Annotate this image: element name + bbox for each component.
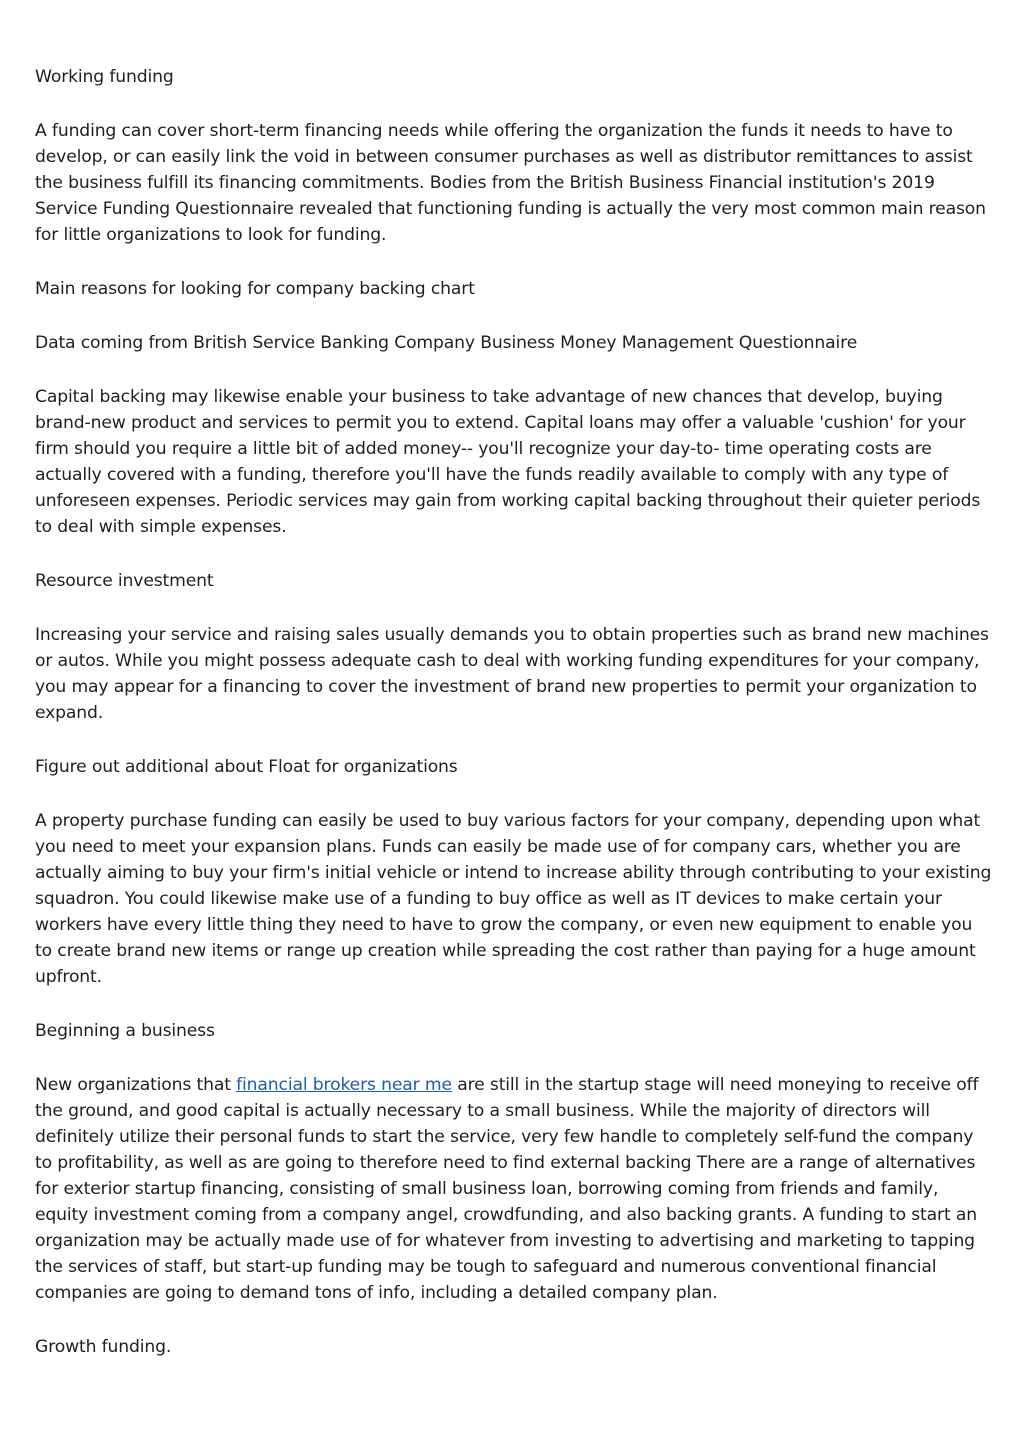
data-source-note: Data coming from British Service Banking Company Business Money Management Questionnaire	[35, 333, 858, 353]
financial-brokers-link[interactable]: financial brokers near me	[236, 1075, 452, 1095]
paragraph-property-purchase: A property purchase funding can easily be used to buy various factors for your company, depending upon what you need to meet your expansion plans. Funds can easily be made use of for company cars, whether you are actually aiming to buy your firm's initial vehicle or intend to increase ability through contributing to your existing squadron. You could likewise make use of a funding to buy office as well as IT devices to make certain your workers have every little thing they need to have to grow the company, or even new equipment to enable you to create brand new items or range up creation while spreading the cost rather than paying for a huge amount upfront.	[35, 811, 992, 987]
paragraph-new-organizations	[35, 1072, 993, 1306]
figure-out-more: Figure out additional about Float for organizations	[35, 757, 458, 777]
paragraph-working-funding: A funding can cover short-term financing needs while offering the organization the funds it needs to have to develop, or can easily link the void in between consumer purchases as well as distributor remittances to assist the business fulfill its financing commitments. Bodies from the British Business Financial institution's 2019 Service Funding Questionnaire revealed that functioning funding is actually the very most common main reason for little organizations to look for funding.	[35, 121, 986, 245]
paragraph-text-before-link: New organizations that	[35, 1075, 237, 1095]
document-body	[35, 64, 993, 1388]
heading-resource-investment: Resource investment	[35, 571, 214, 591]
heading-growth-funding: Growth funding.	[35, 1337, 172, 1357]
heading-beginning-business: Beginning a business	[35, 1021, 215, 1041]
paragraph-text-after-link: are still in the startup stage will need moneying to receive off the ground, and good capital is actually necessary to a small business. While the majority of directors will definitely utilize their personal funds to start the service, very few handle to completely self-fund the company to profitability, as well as are going to therefore need to find external backing There are a range of alternatives for exterior startup financing, consisting of small business loan, borrowing coming from friends and family, equity investment coming from a company angel, crowdfunding, and also backing grants. A funding to start an organization may be actually made use of for whatever from investing to advertising and marketing to tapping the services of staff, but start-up funding may be tough to safeguard and numerous conventional financial companies are going to demand tons of info, including a detailed company plan.	[35, 1075, 979, 1303]
chart-caption: Main reasons for looking for company backing chart	[35, 279, 475, 299]
heading-working-funding: Working funding	[35, 67, 174, 87]
paragraph-capital-backing: Capital backing may likewise enable your business to take advantage of new chances that develop, buying brand-new product and services to permit you to extend. Capital loans may offer a valuable 'cushion' for your firm should you require a little bit of added money-- you'll recognize your day-to- time operating costs are actually covered with a funding, therefore you'll have the funds readily available to comply with any type of unforeseen expenses. Periodic services may gain from working capital backing throughout their quieter periods to deal with simple expenses.	[35, 387, 981, 537]
paragraph-resource-investment: Increasing your service and raising sales usually demands you to obtain properties such as brand new machines or autos. While you might possess adequate cash to deal with working funding expenditures for your company, you may appear for a financing to cover the investment of brand new properties to permit your organization to expand.	[35, 625, 989, 723]
